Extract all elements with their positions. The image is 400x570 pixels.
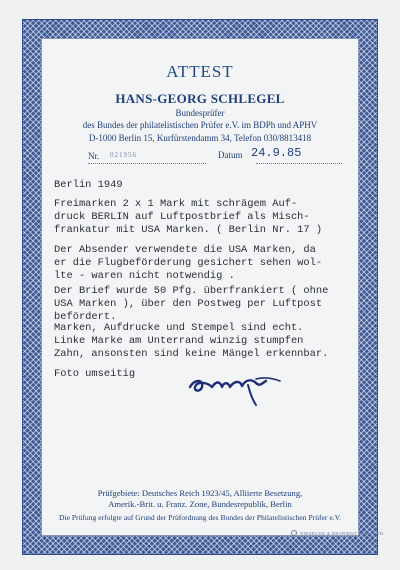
nr-label: Nr. [88, 151, 100, 161]
datum-underline [256, 163, 342, 164]
photo-note: Foto umseitig [54, 368, 136, 380]
paragraph-sender: Der Absender verwendete die USA Marken, da er die Flugbeförderung gesichert sehen wol- lte - waren nicht notwendig . [54, 244, 323, 282]
printer-logo-icon [291, 530, 297, 536]
datum-value: 24.9.85 [251, 146, 302, 160]
paragraph-description: Freimarken 2 x 1 Mark mit schrägem Auf- druck BERLIN auf Luftpostbrief als Misch- frankatur mit USA Marken. ( Berlin Nr. 17 ) [54, 198, 323, 236]
nr-underline [88, 163, 206, 164]
paragraph-condition: Marken, Aufdrucke und Stempel sind echt. Linke Marke am Unterrand winzig stumpfen Zahn, ansonsten sind keine Mängel erkennbar. [54, 322, 329, 360]
examiner-signature [186, 365, 286, 409]
examiner-role: Bundesprüfer [175, 108, 225, 118]
examiner-address: D-1000 Berlin 15, Kurfürstendamm 34, Telefon 030/8813418 [88, 133, 312, 143]
paragraph-postage: Der Brief wurde 50 Pfg. überfrankiert ( ohne USA Marken ), über den Postweg per Luftpost befördert. [54, 285, 329, 323]
datum-label: Datum [218, 150, 243, 160]
examination-areas-line2: Amerik.-Brit. u. Franz. Zone, Bundesrepublik, Berlin [108, 498, 292, 509]
printer-credit: GIESECKE & DEVRIENT MÜNCHEN [300, 531, 384, 536]
nr-value: 021956 [110, 151, 137, 159]
city-year: Berlin 1949 [54, 179, 123, 191]
examiner-association: des Bundes der philatelistischen Prüfer e.V. im BDPh und APHV [82, 120, 318, 130]
certificate-title: ATTEST [166, 62, 234, 81]
examination-areas-line1: Prüfgebiete: Deutsches Reich 1923/45, Alliierte Besetzung, [97, 488, 303, 498]
examination-rules-note: Die Prüfung erfolgte auf Grund der Prüfordnung des Bundes der Philatelistischen Prüfer e.V. [58, 513, 342, 522]
examination-areas [0, 488, 400, 509]
examiner-name: HANS-GEORG SCHLEGEL [115, 91, 285, 106]
